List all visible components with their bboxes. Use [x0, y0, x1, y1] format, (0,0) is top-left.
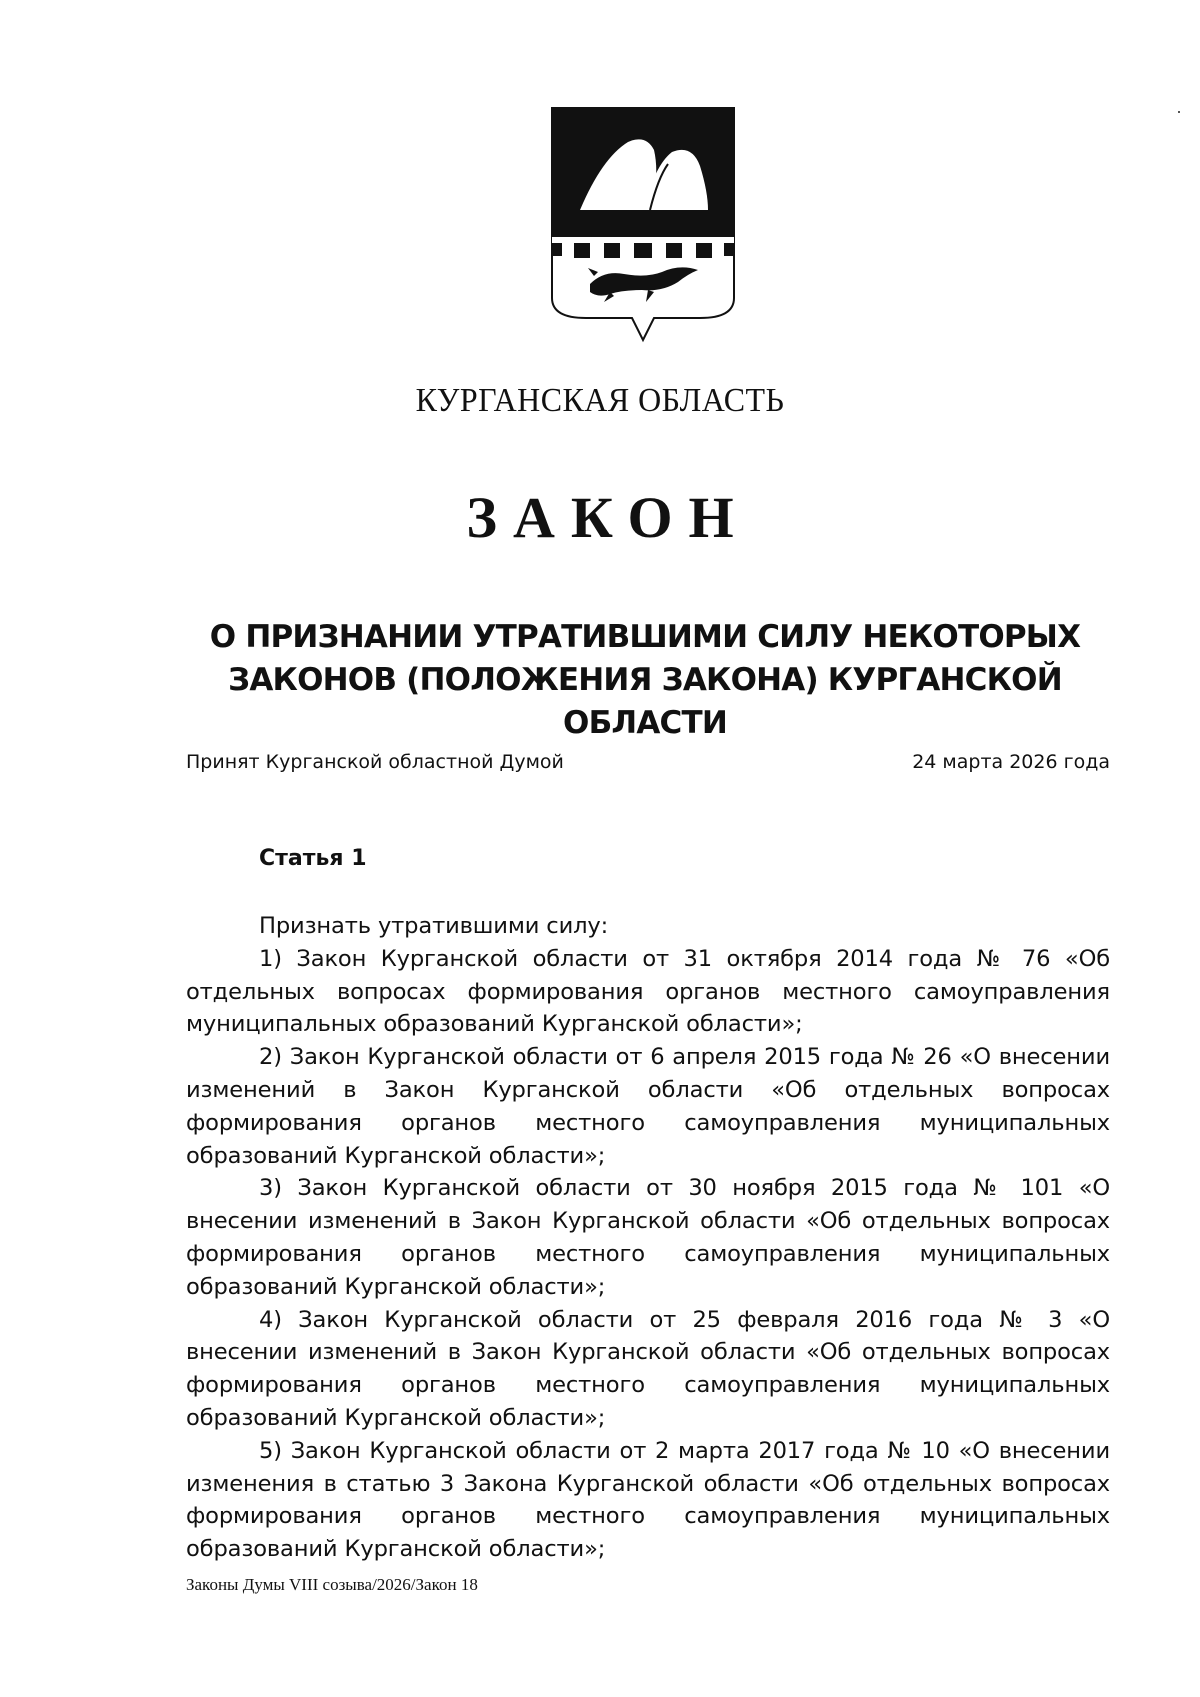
- list-item: 3) Закон Курганской области от 30 ноября 2015 года № 101 «О внесении изменений в Закон Курганской области «Об отдельных вопросах формирования органов местного самоуправления муниципальных образований Курганской области»;: [186, 1175, 1110, 1300]
- article-body: [186, 910, 1110, 1566]
- article-heading: Статья 1: [259, 846, 367, 871]
- list-item: 1) Закон Курганской области от 31 октября 2014 года № 76 «Об отдельных вопросах формирования органов местного самоуправления муниципальных образований Курганской области»;: [186, 945, 1110, 1038]
- scan-speck: [1178, 111, 1180, 113]
- article-intro: Признать утратившими силу:: [259, 913, 609, 939]
- adoption-row: [186, 751, 1110, 773]
- law-title: [180, 616, 1110, 745]
- list-item: 4) Закон Курганской области от 25 февраля 2016 года № 3 «О внесении изменений в Закон Курганской области «Об отдельных вопросах формирования органов местного самоуправления муниципальных образований Курганской области»;: [186, 1306, 1110, 1431]
- coat-of-arms-icon: [550, 106, 736, 346]
- document-type: ЗАКОН: [466, 485, 750, 550]
- law-title-line-2: ЗАКОНОВ (ПОЛОЖЕНИЯ ЗАКОНА) КУРГАНСКОЙ ОБЛАСТИ: [228, 662, 1062, 741]
- list-item: 5) Закон Курганской области от 2 марта 2017 года № 10 «О внесении изменения в статью 3 Закона Курганской области «Об отдельных вопросах формирования органов местного самоуправления муниципальных образований Курганской области»;: [186, 1437, 1110, 1563]
- list-item: 2) Закон Курганской области от 6 апреля 2015 года № 26 «О внесении изменений в Закон Курганской области «Об отдельных вопросах формирования органов местного самоуправления муниципальных образований Курганской области»;: [186, 1044, 1110, 1169]
- region-name: КУРГАНСКАЯ ОБЛАСТЬ: [415, 382, 785, 419]
- footer-reference: Законы Думы VIII созыва/2026/Закон 18: [186, 1575, 478, 1594]
- adopted-by: Принят Курганской областной Думой: [186, 751, 564, 773]
- adoption-date: 24 марта 2026 года: [912, 751, 1110, 773]
- law-title-line-1: О ПРИЗНАНИИ УТРАТИВШИМИ СИЛУ НЕКОТОРЫХ: [209, 619, 1081, 655]
